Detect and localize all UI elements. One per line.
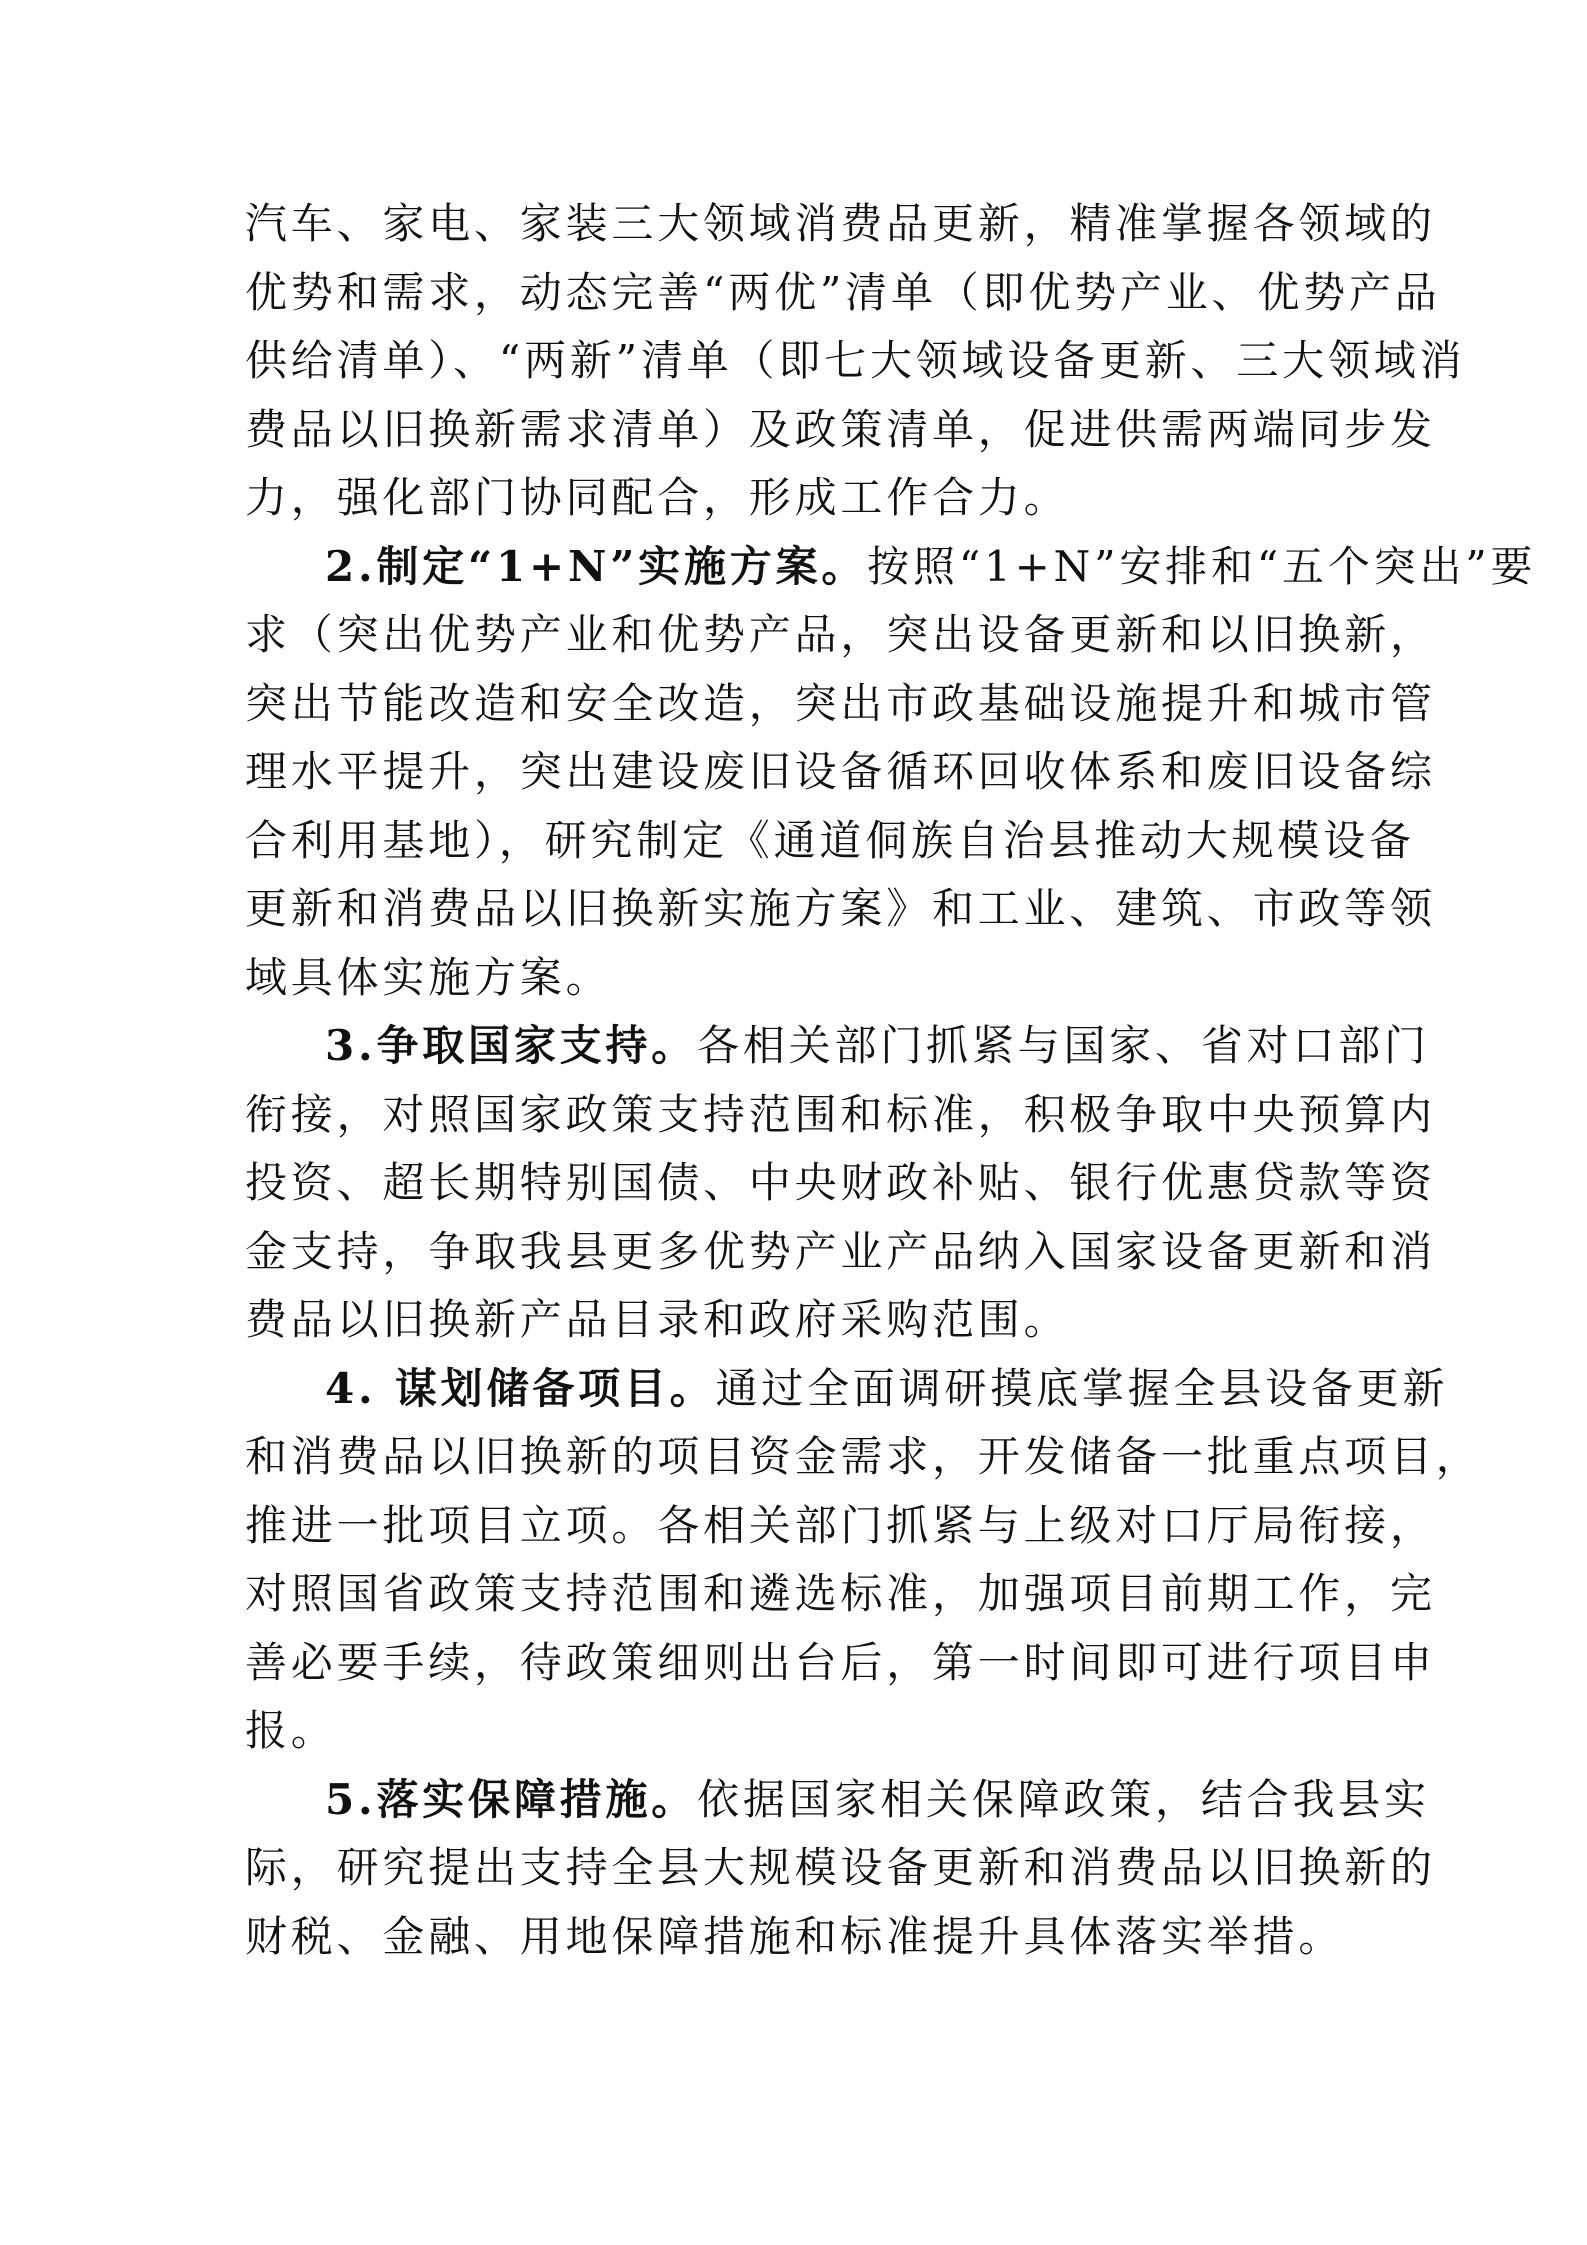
text-line: 优势和需求，动态完善“两优”清单（即优势产业、优势产品	[245, 267, 1441, 317]
text-line: 更新和消费品以旧换新实施方案》和工业、建筑、市政等领	[245, 884, 1436, 933]
text-line: 推进一批项目立项。各相关部门抓紧与上级对口厅局衔接，	[245, 1500, 1436, 1550]
text-line: 突出节能改造和安全改造，突出市政基础设施提升和城市管	[245, 678, 1436, 728]
item-2-heading: 2.制定“1+N”实施方案。	[325, 541, 868, 591]
text-line: 衔接，对照国家政策支持范围和标准，积极争取中央预算内	[245, 1089, 1436, 1139]
text-line: 求（突出优势产业和优势产品，突出设备更新和以旧换新，	[245, 610, 1436, 659]
text-line: 合利用基地），研究制定《通道侗族自治县推动大规模设备	[245, 815, 1415, 865]
item-4-paragraph	[245, 1355, 1482, 1766]
text-line: 力，强化部门协同配合，形成工作合力。	[245, 473, 1070, 522]
text-line: 费品以旧换新产品目录和政府采购范围。	[245, 1295, 1070, 1344]
text-line: 际，研究提出支持全县大规模设备更新和消费品以旧换新的	[245, 1843, 1436, 1892]
text-span: 各相关部门抓紧与国家、省对口部门	[697, 1021, 1430, 1070]
text-line: 金支持，争取我县更多优势产业产品纳入国家设备更新和消	[245, 1226, 1436, 1276]
text-line: 报。	[245, 1706, 337, 1755]
item-3-heading: 3.争取国家支持。	[325, 1021, 698, 1070]
item-2-first-line	[245, 533, 1537, 602]
item-3-paragraph	[245, 1012, 1436, 1355]
item-4-first-line	[245, 1355, 1449, 1424]
text-line: 投资、超长期特别国债、中央财政补贴、银行优惠贷款等资	[245, 1158, 1436, 1207]
item-4-heading: 4. 谋划储备项目。	[325, 1363, 716, 1413]
text-line: 域具体实施方案。	[245, 952, 612, 1002]
text-line: 供给清单）、“两新”清单（即七大领域设备更新、三大领域消	[245, 336, 1466, 385]
text-line: 善必要手续，待政策细则出台后，第一时间即可进行项目申	[245, 1637, 1436, 1687]
text-line: 和消费品以旧换新的项目资金需求，开发储备一批重点项目，	[245, 1432, 1482, 1481]
text-line: 汽车、家电、家装三大领域消费品更新，精准掌握各领域的	[245, 199, 1436, 248]
item-5-first-line	[245, 1766, 1430, 1835]
item-2-paragraph	[245, 533, 1537, 1013]
text-line: 财税、金融、用地保障措施和标准提升具体落实举措。	[245, 1911, 1345, 1961]
document-page	[245, 190, 1537, 1971]
text-line: 对照国省政策支持范围和遴选标准，加强项目前期工作，完	[245, 1569, 1436, 1618]
text-line: 费品以旧换新需求清单）及政策清单，促进供需两端同步发	[245, 404, 1436, 454]
item-5-paragraph	[245, 1766, 1436, 1972]
item-5-heading: 5.落实保障措施。	[325, 1774, 698, 1824]
text-span: 通过全面调研摸底掌握全县设备更新	[715, 1363, 1449, 1413]
paragraph-1	[245, 190, 1466, 533]
text-span: 依据国家相关保障政策，结合我县实	[697, 1774, 1430, 1824]
text-line: 理水平提升，突出建设废旧设备循环回收体系和废旧设备综	[245, 747, 1436, 796]
text-span: 按照“1+N”安排和“五个突出”要	[867, 541, 1537, 591]
item-3-first-line	[245, 1012, 1430, 1081]
